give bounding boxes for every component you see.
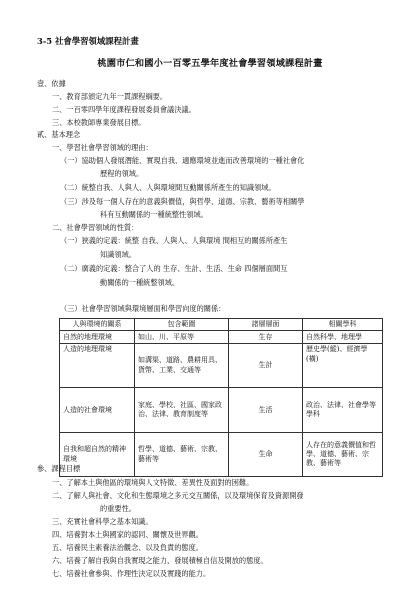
philosophy-2b-line2: 動關係的一種統整領域。 (100, 278, 180, 287)
table-header-cell: 諸層層面 (229, 319, 303, 331)
basis-item-1: 一、教育部頒定九年一貫課程綱要。 (52, 92, 168, 101)
scope-cell: 如溝渠、道路、農耕用具、貨幣、工業、交通等 (135, 344, 229, 388)
objective-2-line2: 的重要性。 (100, 504, 136, 513)
section-heading-philosophy: 貳、基本理念 (37, 130, 81, 139)
philosophy-1a-line1: （一）協助個人發展潛能、實現自我、適應環境並進而改善環境的一種社會化 (60, 156, 305, 165)
subject-cell: 自然科學、地理學 (303, 331, 383, 344)
philosophy-point-2: 二、社會學習領域的性質： (52, 223, 139, 232)
table-row (60, 388, 383, 433)
table-row (60, 331, 383, 344)
section-heading-objectives: 參、課程目標 (37, 464, 81, 473)
objective-1: 一、了解本土與他區的環境與人文特徵、差異性及面對的困難。 (52, 478, 254, 487)
table-header-cell: 相關學科 (303, 319, 383, 331)
subject-cell: 歷史學(縱)、經濟學(橫) (303, 344, 383, 388)
scope-cell: 哲學、道德、藝術、宗教、藝術等 (135, 433, 229, 477)
env-cell: 人造的社會環境 (60, 388, 135, 433)
level-cell: 生命 (229, 433, 303, 477)
subject-cell: 政治、法律、社會學等學科 (303, 388, 383, 433)
document-title: 桃園市仁和國小一百零五學年度社會學習領域課程計畫 (97, 58, 323, 69)
table-header-row (60, 319, 383, 331)
philosophy-point-1: 一、學習社會學習領域的理由： (52, 143, 153, 152)
env-cell: 自然的地理環境 (60, 331, 135, 344)
philosophy-1c-line2: 科有互動關係的一種統整性領域。 (100, 210, 208, 219)
table-row (60, 344, 383, 388)
objective-6: 六、培養了解自我與自我實現之能力，發展積極自信及開放的態度。 (52, 556, 268, 565)
philosophy-2a-line1: （一）狹義的定義：統整 自我、人與人、人與環境 間相互的關係所產生 (60, 236, 288, 245)
philosophy-1a-line2: 歷程的領域。 (100, 169, 144, 178)
env-cell: 人造的地理環境 (60, 344, 135, 388)
objective-2-line1: 二、了解人與社會、文化和生態環境之多元交互關係，以及環境保育及資源開發 (52, 491, 304, 500)
basis-item-2: 二、一百零四學年度課程發展委員會議決議。 (52, 105, 196, 114)
environment-relation-table (59, 318, 383, 477)
level-cell: 生計 (229, 344, 303, 388)
table-header-cell: 人與環境的關系 (60, 319, 135, 331)
objective-7: 七、培養社會參與、作理性決定以及實踐的能力。 (52, 569, 211, 578)
objective-5: 五、培養民主素養法治觀念、以及負責的態度。 (52, 543, 203, 552)
section-heading-basis: 壹、依據 (37, 79, 66, 88)
objective-4: 四、培養對本土與國家的認同、關懷及世界觀。 (52, 530, 203, 539)
level-cell: 生存 (229, 331, 303, 344)
philosophy-2b-line1: （二）廣義的定義：整合了人的 生存、生計、生活、生命 四個層面間互 (60, 264, 288, 273)
section-code: 3-5 社會學習領域課程計畫 (37, 36, 139, 46)
basis-item-3: 三、本校教師專業發展目標。 (52, 118, 146, 127)
scope-cell: 如山、川、平原等 (135, 331, 229, 344)
env-cell: 自我和超自然的精神環境 (60, 433, 135, 477)
philosophy-table-caption: （三）社會學習領域與環境層面和學習向度的關係： (60, 304, 226, 313)
scope-cell: 家庭、學校、社區、國家政治、法律、教育制度等 (135, 388, 229, 433)
philosophy-2a-line2: 知識領域。 (100, 250, 136, 259)
objective-3: 三、充實社會科學之基本知識。 (52, 517, 153, 526)
philosophy-1c-line1: （三）涉及每一個人存在的意義與價值，與哲學、道德、宗教、藝術等相關學 (60, 197, 305, 206)
level-cell: 生活 (229, 388, 303, 433)
table-header-cell: 包含範圍 (135, 319, 229, 331)
subject-cell: 人存在的意義價值和哲學、道德、藝術、宗教、藝術等 (303, 433, 383, 477)
table-row (60, 433, 383, 477)
philosophy-1b: （二）統整自我、人與人、人與環境間互動關係所產生的知識領域。 (60, 183, 276, 192)
